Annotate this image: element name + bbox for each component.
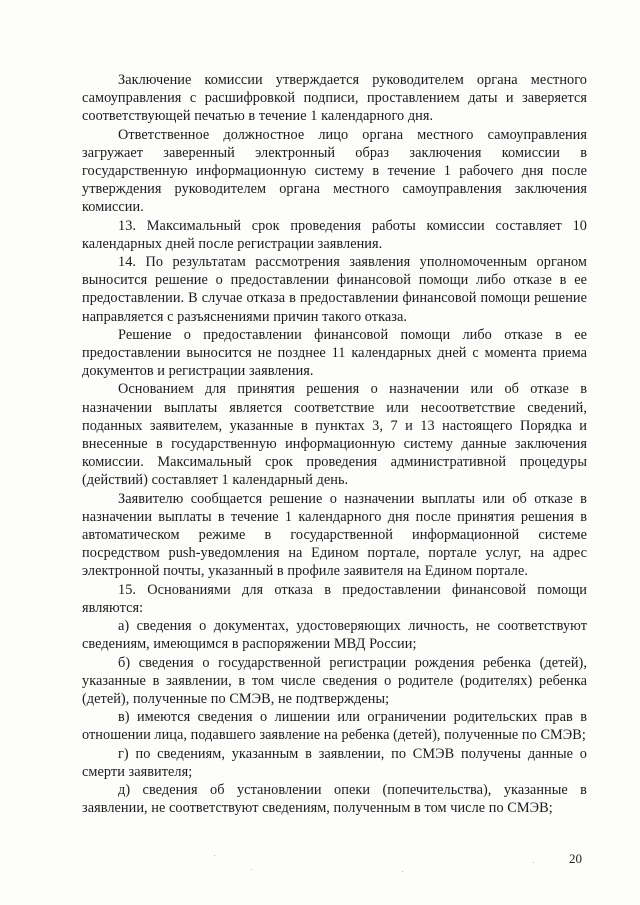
paragraph-subitem-d: д) сведения об установлении опеки (попечительства), указанные в заявлении, не соответствуют сведениям, полученным в том числе по СМЭВ; <box>82 781 587 817</box>
document-body <box>82 71 587 817</box>
paragraph-subitem-b: б) сведения о государственной регистрации рождения ребенка (детей), указанные в заявлении, в том числе сведения о родителе (родителях) ребенка (детей), полученные по СМЭВ, не подтверждены; <box>82 654 587 707</box>
paragraph-subitem-a: а) сведения о документах, удостоверяющих личность, не соответствуют сведениям, имеющимся в распоряжении МВД России; <box>82 618 587 653</box>
paragraph-item-13: 13. Максимальный срок проведения работы комиссии составляет 10 календарных дней после регистрации заявления. <box>82 217 587 252</box>
paragraph-official-upload: Ответственное должностное лицо органа местного самоуправления загружает заверенный электронный образ заключения комиссии в государственную информационную систему в течение 1 рабочего дня после утверждения руководителем органа местного самоуправления заключения комиссии. <box>82 126 587 216</box>
paragraph-item-15: 15. Основаниями для отказа в предоставлении финансовой помощи являются: <box>82 581 587 616</box>
scan-speck <box>214 855 215 856</box>
scan-speck <box>402 871 403 872</box>
paragraph-decision-deadline: Решение о предоставлении финансовой помощи либо отказе в ее предоставлении выносится не позднее 11 календарных дней с момента приема документов и регистрации заявления. <box>82 326 587 380</box>
paragraph-item-14: 14. По результатам рассмотрения заявления уполномоченным органом выносится решение о предоставлении финансовой помощи либо отказе в ее предоставлении. В случае отказа в предоставлении финансовой помощи решение направляется с разъяснениями причин такого отказа. <box>82 254 587 325</box>
paragraph-decision-grounds: Основанием для принятия решения о назначении или об отказе в назначении выплаты является соответствие или несоответствие сведений, поданных заявителем, указанные в пунктах 3, 7 и 13 настоящего Порядка и внесенные в государственную информационную систему данные заключения комиссии. Максимальный срок проведения административной процедуры (действий) составляет 1 календарный день. <box>82 381 587 489</box>
paragraph-commission-approval: Заключение комиссии утверждается руководителем органа местного самоуправления с расшифровкой подписи, проставлением даты и заверяется соответствующей печатью в течение 1 календарного дня. <box>82 72 587 125</box>
scan-speck <box>251 869 252 870</box>
paragraph-subitem-g: г) по сведениям, указанным в заявлении, по СМЭВ получены данные о смерти заявителя; <box>82 745 587 780</box>
paragraph-subitem-v: в) имеются сведения о лишении или ограничении родительских прав в отношении лица, подавшего заявление на ребенка (детей), полученные по СМЭВ; <box>82 709 587 744</box>
page-number: 20 <box>569 851 582 866</box>
scan-speck <box>533 862 534 863</box>
paragraph-applicant-notification: Заявителю сообщается решение о назначении выплаты или об отказе в назначении выплаты в течение 1 календарного дня после принятия решения в автоматическом режиме в государственной информационной системе посредством push-уведомления на Едином портале, портале услуг, на адрес электронной почты, указанный в профиле заявителя на Едином портале. <box>82 490 587 580</box>
